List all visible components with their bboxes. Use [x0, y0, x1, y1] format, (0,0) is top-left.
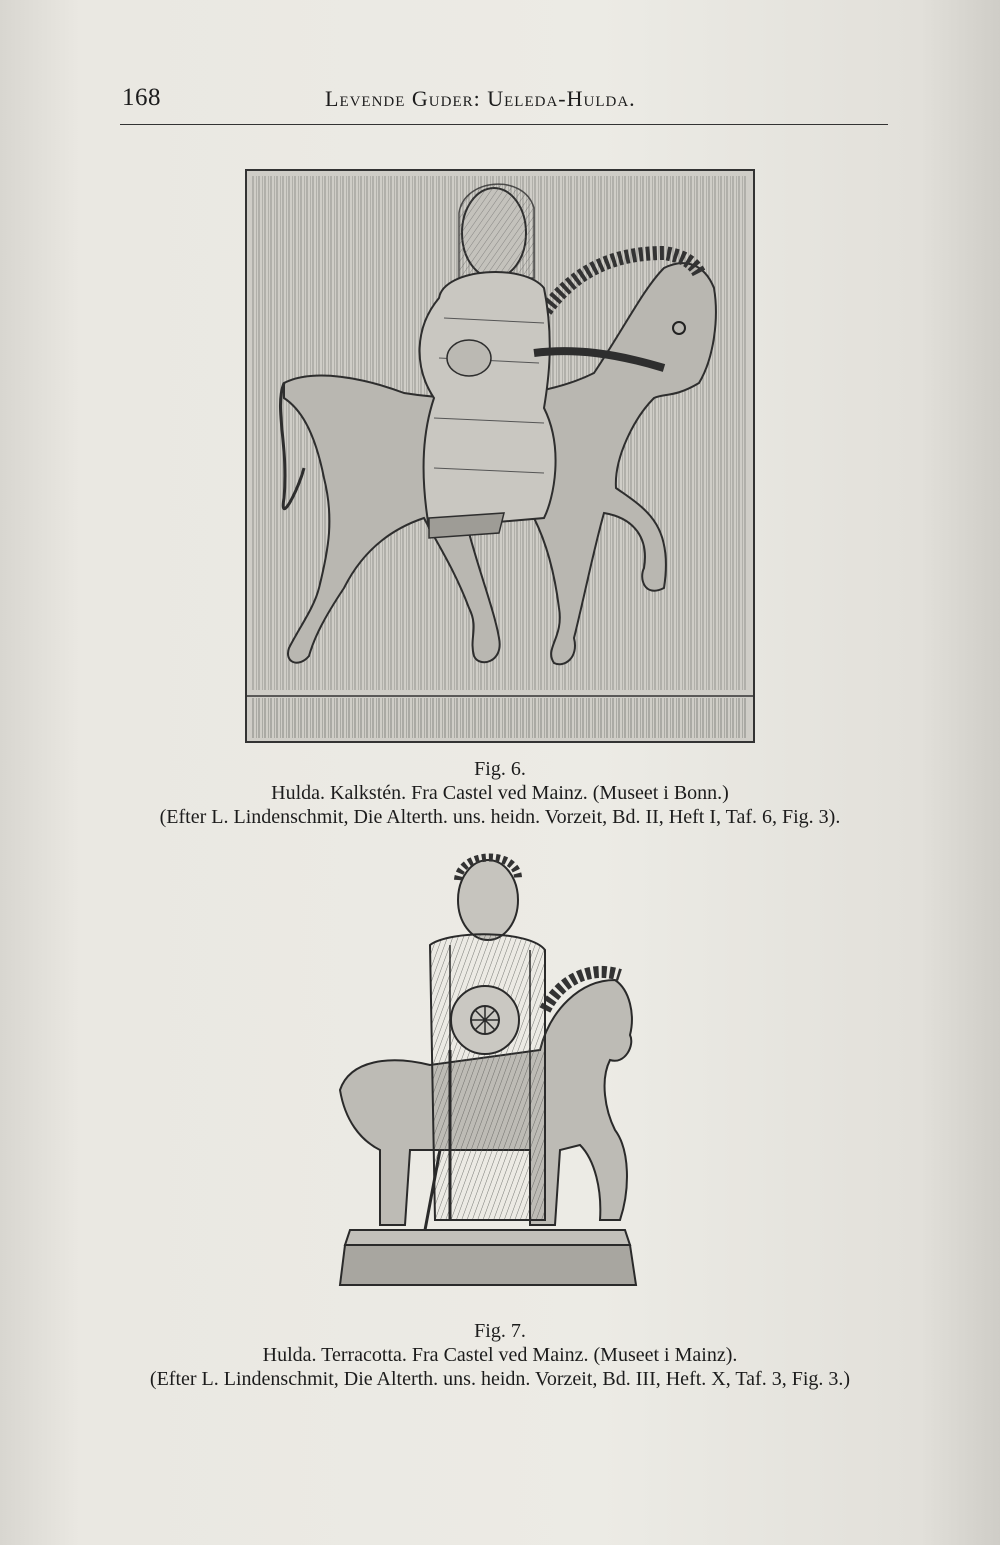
figure-7-caption: Hulda. Terracotta. Fra Castel ved Mainz. (Museet i Mainz). — [262, 1344, 738, 1366]
figure-6-caption: Hulda. Kalkstén. Fra Castel ved Mainz. (Museet i Bonn.) — [271, 782, 729, 804]
figure-7-label: Fig. 7. — [474, 1320, 526, 1342]
figure-6-source: (Efter L. Lindenschmit, Die Alterth. uns. heidn. Vorzeit, Bd. II, Heft I, Taf. 6, Fig. 3). — [159, 806, 841, 828]
figure-6-relief-illustration — [244, 168, 756, 744]
figure-7-terracotta-illustration — [330, 850, 642, 1290]
page-number: 168 — [122, 84, 161, 111]
page-header — [120, 80, 890, 124]
figure-6-label: Fig. 6. — [474, 758, 526, 780]
running-head: Levende Guder: Ueleda-Hulda. — [325, 86, 636, 111]
header-rule — [120, 124, 888, 125]
figure-7-source: (Efter L. Lindenschmit, Die Alterth. uns. heidn. Vorzeit, Bd. III, Heft. X, Taf. 3, Fig. 3.) — [149, 1368, 851, 1390]
